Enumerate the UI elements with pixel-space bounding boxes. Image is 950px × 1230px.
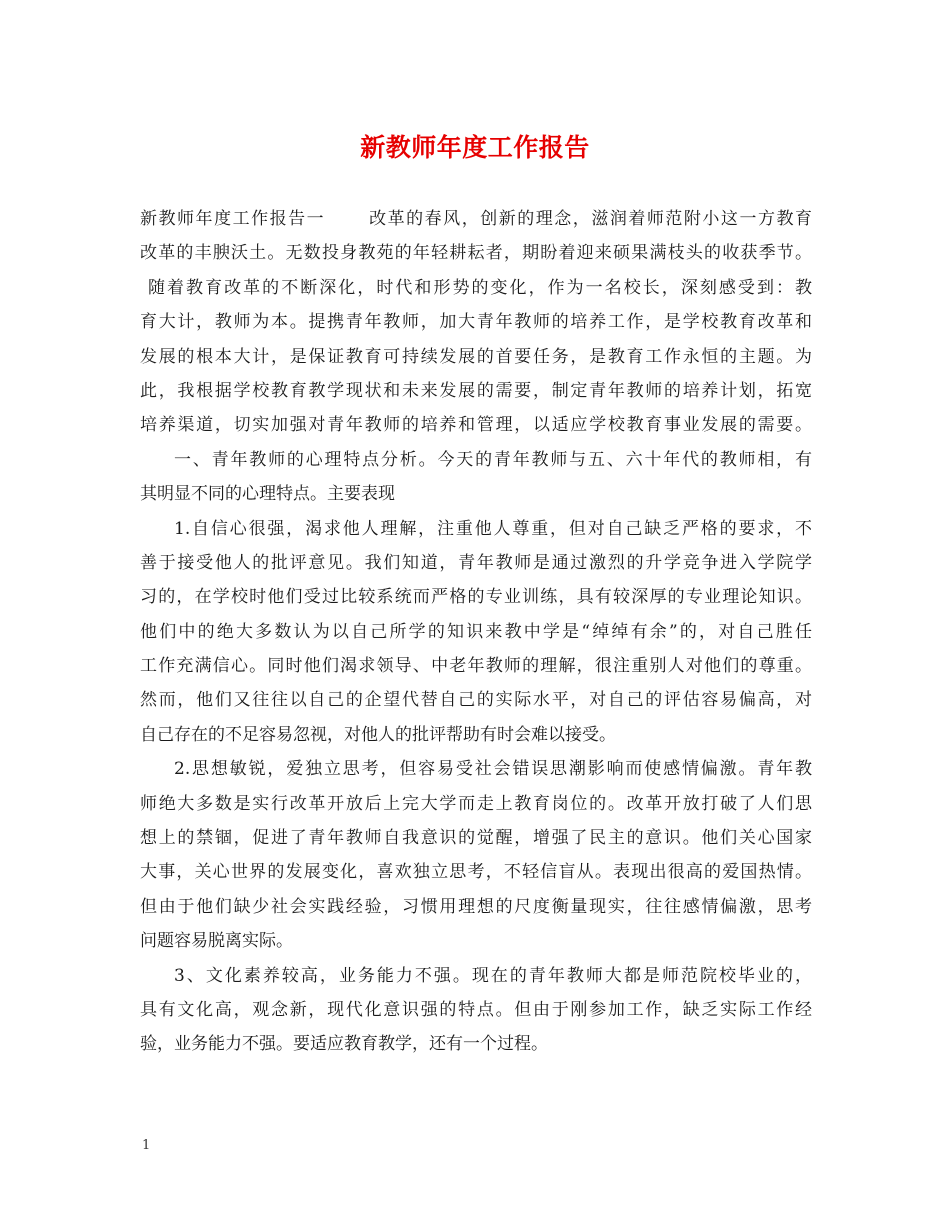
body-line: 发展的根本大计，是保证教育可持续发展的首要任务，是教育工作永恒的主题。为 bbox=[140, 346, 812, 367]
body-line: 其明显不同的心理特点。主要表现 bbox=[140, 484, 395, 505]
body-line: 自己存在的不足容易忽视，对他人的批评帮助有时会难以接受。 bbox=[140, 724, 616, 745]
body-line: 想上的禁锢，促进了青年教师自我意识的觉醒，增强了民主的意识。他们关心国家 bbox=[140, 828, 812, 849]
body-line: 师绝大多数是实行改革开放后上完大学而走上教育岗位的。改革开放打破了人们思 bbox=[140, 793, 812, 814]
body-line: 工作充满信心。同时他们渴求领导、中老年教师的理解，很注重别人对他们的尊重。 bbox=[140, 656, 812, 677]
body-line: 问题容易脱离实际。 bbox=[140, 931, 293, 952]
body-line: 新教师年度工作报告一 改革的春风，创新的理念，滋润着师范附小这一方教育 bbox=[140, 209, 812, 229]
body-line: 他们中的绝大多数认为以自己所学的知识来教中学是“绰绰有余”的，对自己胜任 bbox=[140, 621, 812, 642]
body-line: 大事，关心世界的发展变化，喜欢独立思考，不轻信盲从。表现出很高的爱国热情。 bbox=[140, 862, 812, 883]
body-line: 3、文化素养较高，业务能力不强。现在的青年教师大都是师范院校毕业的， bbox=[174, 965, 812, 986]
body-line: 具有文化高，观念新，现代化意识强的特点。但由于刚参加工作，缺乏实际工作经 bbox=[140, 999, 812, 1020]
document-body bbox=[140, 202, 812, 1062]
body-line: 2.思想敏锐，爱独立思考，但容易受社会错误思潮影响而使感情偏激。青年教 bbox=[174, 759, 812, 780]
body-line: 育大计，教师为本。提携青年教师，加大青年教师的培养工作，是学校教育改革和 bbox=[140, 312, 812, 333]
page-number: 1 bbox=[142, 1138, 151, 1153]
body-line: 善于接受他人的批评意见。我们知道，青年教师是通过激烈的升学竞争进入学院学 bbox=[140, 552, 812, 573]
body-line: 培养渠道，切实加强对青年教师的培养和管理，以适应学校教育事业发展的需要。 bbox=[140, 415, 812, 436]
body-line: 此，我根据学校教育教学现状和未来发展的需要，制定青年教师的培养计划，拓宽 bbox=[140, 380, 812, 401]
body-line: 随着教育改革的不断深化，时代和形势的变化，作为一名校长，深刻感受到：教 bbox=[148, 277, 812, 298]
body-line: 习的，在学校时他们受过比较系统而严格的专业训练，具有较深厚的专业理论知识。 bbox=[140, 587, 812, 608]
body-line: 一、青年教师的心理特点分析。今天的青年教师与五、六十年代的教师相，有 bbox=[174, 449, 812, 470]
body-line: 然而，他们又往往以自己的企望代替自己的实际水平，对自己的评估容易偏高，对 bbox=[140, 690, 812, 711]
body-line: 改革的丰腴沃土。无数投身教苑的年轻耕耘者，期盼着迎来硕果满枝头的收获季节。 bbox=[140, 243, 812, 264]
body-line: 但由于他们缺少社会实践经验，习惯用理想的尺度衡量现实，往往感情偏激，思考 bbox=[140, 896, 812, 917]
body-line: 1.自信心很强，渴求他人理解，注重他人尊重，但对自己缺乏严格的要求，不 bbox=[174, 518, 812, 539]
document-title: 新教师年度工作报告 bbox=[360, 133, 590, 162]
body-line: 验，业务能力不强。要适应教育教学，还有一个过程。 bbox=[140, 1034, 548, 1055]
